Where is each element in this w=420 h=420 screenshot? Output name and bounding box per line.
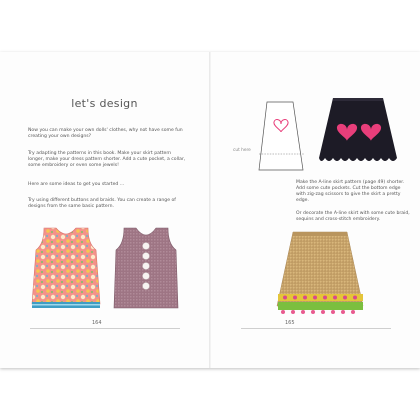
decorate-skirt-paragraph: Or decorate the A-line skirt with some cute braid, sequins and cross-stitch embroidery. (296, 211, 410, 222)
page-title: let's design (71, 97, 138, 110)
shorter-skirt-paragraph: Make the A-line skirt pattern (page 49) shorter. Add some cute pockets. Cut the bottom edge with zig-zag scissors to give the skirt a pretty edge. (296, 180, 405, 203)
book-spread (0, 52, 420, 368)
adapt-paragraph: Try adapting the patterns in this book. Make your skirt pattern longer, make your dress pattern shorter. Add a cute pocket, a collar, some embroidery or even some jewels! (28, 151, 186, 168)
skirt-pattern-heart-icon (257, 100, 307, 172)
page-number-right: 165 (285, 320, 295, 326)
black-skirt-pink-hearts-photo (315, 96, 401, 168)
buttons-paragraph: Try using different buttons and braids. You can create a range of designs from the same basic pattern. (28, 198, 176, 209)
ideas-paragraph: Here are some ideas to get you started ... (28, 182, 125, 187)
right-page (211, 52, 420, 368)
left-page (0, 52, 209, 368)
tan-skirt-braid-photo (275, 230, 367, 316)
page-number-left: 164 (92, 320, 102, 326)
cut-here-label: cut here (233, 148, 251, 153)
intro-paragraph: Now you can make your own dolls' clothes, why not have some fun creating your own designs? (28, 128, 183, 139)
page-number-rule-right (241, 328, 391, 329)
page-number-rule (30, 328, 180, 329)
floral-top-photo (30, 224, 102, 312)
plum-top-buttons-photo (112, 224, 180, 312)
